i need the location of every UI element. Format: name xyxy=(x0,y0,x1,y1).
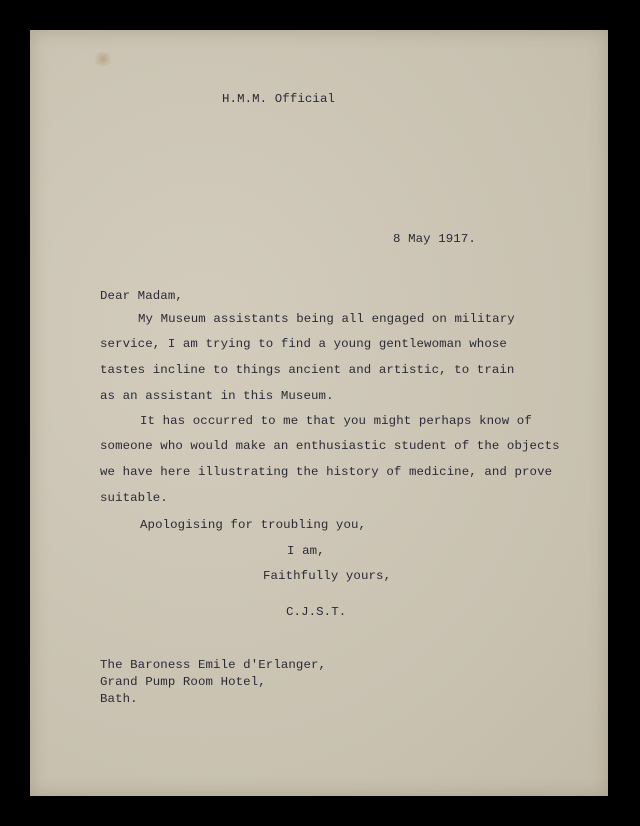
salutation: Dear Madam, xyxy=(100,289,183,303)
address-line: The Baroness Emile d'Erlanger, xyxy=(100,658,327,672)
letter-header: H.M.M. Official xyxy=(222,92,336,106)
body-line: we have here illustrating the history of medicine, and prove xyxy=(100,465,553,479)
body-line: suitable. xyxy=(100,491,168,505)
signature-initials: C.J.S.T. xyxy=(286,605,347,619)
address-line: Grand Pump Room Hotel, xyxy=(100,675,266,689)
closing-line: I am, xyxy=(287,544,325,558)
body-line: someone who would make an enthusiastic student of the objects xyxy=(100,439,560,453)
body-line: service, I am trying to find a young gentlewoman whose xyxy=(100,337,507,351)
paper-stain xyxy=(92,52,114,66)
letter-date: 8 May 1917. xyxy=(393,232,476,246)
body-line: My Museum assistants being all engaged on military xyxy=(138,312,515,326)
apology-line: Apologising for troubling you, xyxy=(140,518,367,532)
body-line: as an assistant in this Museum. xyxy=(100,389,334,403)
closing-line: Faithfully yours, xyxy=(263,569,392,583)
address-line: Bath. xyxy=(100,692,138,706)
body-line: tastes incline to things ancient and artistic, to train xyxy=(100,363,515,377)
body-line: It has occurred to me that you might perhaps know of xyxy=(140,414,532,428)
